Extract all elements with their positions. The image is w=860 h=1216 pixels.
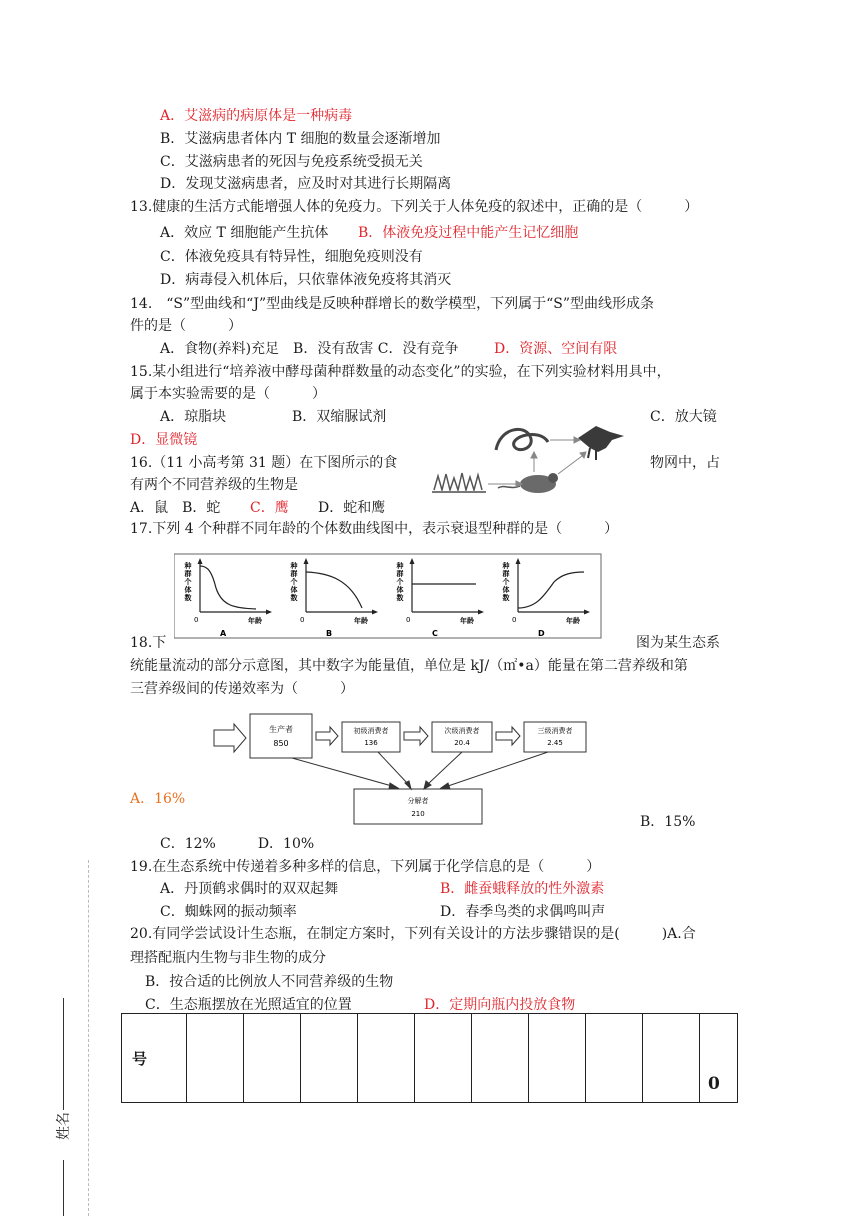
q19-option-a: A．丹顶鹤求偶时的双双起舞	[160, 881, 339, 897]
y-axis-label: 群	[396, 570, 404, 578]
q15-option-c: C．放大镜	[650, 409, 717, 425]
energy-input-arrow	[214, 724, 246, 752]
q20-option-c: C．生态瓶摆放在光照适宜的位置	[145, 997, 352, 1013]
grass-icon	[432, 473, 486, 492]
answer-cell[interactable]	[415, 1014, 472, 1103]
y-axis-arrow	[304, 558, 309, 564]
origin-label: 0	[194, 616, 199, 624]
q19-option-b: B．雌蚕蛾释放的性外激素	[440, 881, 605, 897]
age-panel-d	[502, 558, 591, 638]
margin-rule-bottom	[63, 1160, 64, 1216]
decomposer-box	[354, 789, 482, 824]
answer-cell[interactable]	[529, 1014, 586, 1103]
population-curve	[200, 566, 256, 609]
y-axis-label: 体	[290, 586, 298, 594]
y-axis-arrow	[516, 558, 521, 564]
answer-cell[interactable]	[472, 1014, 529, 1103]
mouse-icon	[498, 473, 558, 493]
origin-label: 0	[300, 616, 305, 624]
y-axis-label: 种	[184, 562, 192, 570]
q16-stem-part1: 16.（11 小高考第 31 题）在下图所示的食	[130, 455, 398, 471]
flow-arrow-2	[404, 727, 428, 745]
panel-letter: A	[220, 629, 227, 638]
decomposer-value: 210	[411, 810, 425, 818]
q15-option-d: D．显微镜	[130, 432, 198, 448]
q16-options-ab: A．鼠 B．蛇	[130, 500, 221, 516]
y-axis-label: 体	[396, 586, 404, 594]
secondary-consumer-value: 20.4	[454, 739, 470, 747]
population-curve	[518, 572, 584, 608]
tertiary-consumer-label: 三级消费者	[537, 727, 573, 735]
x-axis-label: 年龄	[566, 617, 580, 625]
q12-option-a: A．艾滋病的病原体是一种病毒	[160, 108, 353, 124]
q18-stem-line2: 统能量流动的部分示意图，其中数字为能量值，单位是 kJ/（㎡•a）能量在第二营养级和第	[130, 658, 688, 674]
y-axis-label: 群	[290, 570, 298, 578]
x-axis-label: 年龄	[460, 617, 474, 625]
y-axis-label: 数	[184, 594, 192, 602]
q19-stem: 19.在生态系统中传递着多种多样的信息，下列属于化学信息的是（ ）	[130, 859, 601, 875]
producer-box	[250, 714, 312, 758]
y-axis-label: 个	[396, 578, 404, 586]
y-axis-label: 个	[290, 578, 298, 586]
q15-stem-line1: 15.某小组进行“培养液中酵母菌种群数量的动态变化”的实验，在下列实验材料用具中，	[130, 364, 671, 380]
q14-option-d: D．资源、空间有限	[494, 341, 618, 357]
y-axis-label: 种	[290, 562, 298, 570]
answer-table	[121, 1013, 738, 1103]
population-curve	[306, 572, 362, 608]
q16-option-c: C．鹰	[250, 500, 289, 516]
y-axis-label: 种	[502, 562, 510, 570]
q18-stem-line3: 三营养级间的传递效率为（ ）	[130, 681, 354, 697]
y-axis-label: 体	[184, 586, 192, 594]
flow-arrow-3	[496, 727, 520, 745]
y-axis-arrow	[410, 558, 415, 564]
x-axis-arrow	[584, 610, 590, 615]
y-axis-arrow	[198, 558, 203, 564]
q13-stem: 13.健康的生活方式能增强人体的免疫力。下列关于人体免疫的叙述中，正确的是（ ）	[130, 199, 699, 215]
producer-value: 850	[273, 739, 289, 748]
q17-stem: 17.下列 4 个种群不同年龄的个体数曲线图中，表示衰退型种群的是（ ）	[130, 521, 619, 537]
decomposer-arrows	[292, 752, 548, 789]
q16-stem-line2: 有两个不同营养级的生物是	[130, 477, 298, 493]
q13-option-c: C．体液免疫具有特异性，细胞免疫则没有	[160, 249, 423, 265]
q13-option-d: D．病毒侵入机体后，只依靠体液免疫将其消灭	[160, 272, 452, 288]
name-field-label: 姓名	[56, 1112, 72, 1140]
y-axis-label: 数	[290, 594, 298, 602]
q19-option-c: C．蜘蛛网的振动频率	[160, 904, 297, 920]
q12-option-b: B．艾滋病患者体内 T 细胞的数量会逐渐增加	[160, 131, 441, 147]
q13-option-a: A．效应 T 细胞能产生抗体	[160, 225, 329, 241]
table-header-cell: 号	[122, 1014, 187, 1103]
figure-frame	[174, 554, 601, 638]
q14-stem-line2: 件的是（ ）	[130, 318, 242, 334]
age-curve-figure	[174, 548, 604, 644]
q16-stem-part2: 物网中，占	[650, 455, 720, 471]
y-axis-label: 个	[502, 578, 510, 586]
decomposer-label: 分解者	[407, 797, 429, 805]
q18-stem-part2: 图为某生态系	[636, 635, 720, 651]
y-axis-label: 数	[502, 594, 510, 602]
q16-option-d: D．蛇和鹰	[318, 500, 386, 516]
panel-letter: C	[432, 629, 438, 638]
y-axis-label: 群	[184, 570, 192, 578]
q18-option-a: A．16%	[130, 791, 186, 807]
y-axis-label: 个	[184, 578, 192, 586]
age-panel-a	[184, 558, 273, 638]
primary-consumer-value: 136	[364, 739, 378, 747]
q15-stem-line2: 属于本实验需要的是（ ）	[130, 386, 326, 402]
flow-arrow-1	[316, 727, 338, 745]
food-web-figure	[430, 418, 630, 500]
q19-option-d: D．春季鸟类的求偶鸣叫声	[440, 904, 606, 920]
y-axis-label: 群	[502, 570, 510, 578]
table-last-cell: 0	[700, 1014, 738, 1103]
q12-option-d: D．发现艾滋病患者，应及时对其进行长期隔离	[160, 176, 452, 192]
answer-cell[interactable]	[586, 1014, 643, 1103]
answer-cell[interactable]	[301, 1014, 358, 1103]
binding-dashed-line	[88, 860, 89, 1216]
q18-stem-part1: 18.下	[130, 635, 167, 651]
q15-option-b: B．双缩脲试剂	[292, 409, 387, 425]
tertiary-consumer-value: 2.45	[547, 739, 563, 747]
y-axis-label: 种	[396, 562, 404, 570]
x-axis-arrow	[266, 610, 272, 615]
age-panel-c	[396, 558, 485, 638]
q20-stem-line2: 理搭配瓶内生物与非生物的成分	[130, 950, 326, 966]
energy-flow-diagram	[212, 712, 592, 828]
y-axis-label: 数	[396, 594, 404, 602]
q18-option-b: B．15%	[640, 814, 696, 830]
q12-option-c: C．艾滋病患者的死因与免疫系统受损无关	[160, 154, 423, 170]
y-axis-label: 体	[502, 586, 510, 594]
x-axis-label: 年龄	[248, 617, 262, 625]
q20-option-b: B．按合适的比例放人不同营养级的生物	[145, 974, 394, 990]
answer-cell[interactable]	[187, 1014, 244, 1103]
panel-letter: B	[326, 629, 333, 638]
q18-options-cd: C．12% D．10%	[160, 836, 315, 852]
answer-cell[interactable]	[244, 1014, 301, 1103]
q15-option-a: A．琼脂块	[160, 409, 227, 425]
q14-options-abc: A．食物(养料)充足 B．没有敌害 C．没有竞争	[160, 341, 459, 357]
snake-icon	[496, 429, 548, 450]
answer-cell[interactable]	[358, 1014, 415, 1103]
age-panel-b	[290, 558, 379, 638]
origin-label: 0	[512, 616, 517, 624]
answer-cell[interactable]	[643, 1014, 700, 1103]
q20-option-d: D．定期向瓶内投放食物	[424, 997, 576, 1013]
producer-label: 生产者	[269, 725, 293, 734]
primary-consumer-label: 初级消费者	[353, 727, 389, 735]
x-axis-label: 年龄	[354, 617, 368, 625]
x-axis-arrow	[372, 610, 378, 615]
origin-label: 0	[406, 616, 411, 624]
panel-letter: D	[538, 629, 545, 638]
q13-option-b: B．体液免疫过程中能产生记忆细胞	[358, 225, 579, 241]
secondary-consumer-label: 次级消费者	[444, 727, 480, 735]
margin-rule-top	[63, 998, 64, 1110]
q14-stem-line1: 14. “S”型曲线和“J”型曲线是反映种群增长的数学模型，下列属于“S”型曲线形成条	[130, 296, 655, 312]
x-axis-arrow	[478, 610, 484, 615]
q20-stem-line1: 20.有同学尝试设计生态瓶，在制定方案时，下列有关设计的方法步骤错误的是( )A.合	[130, 926, 696, 942]
